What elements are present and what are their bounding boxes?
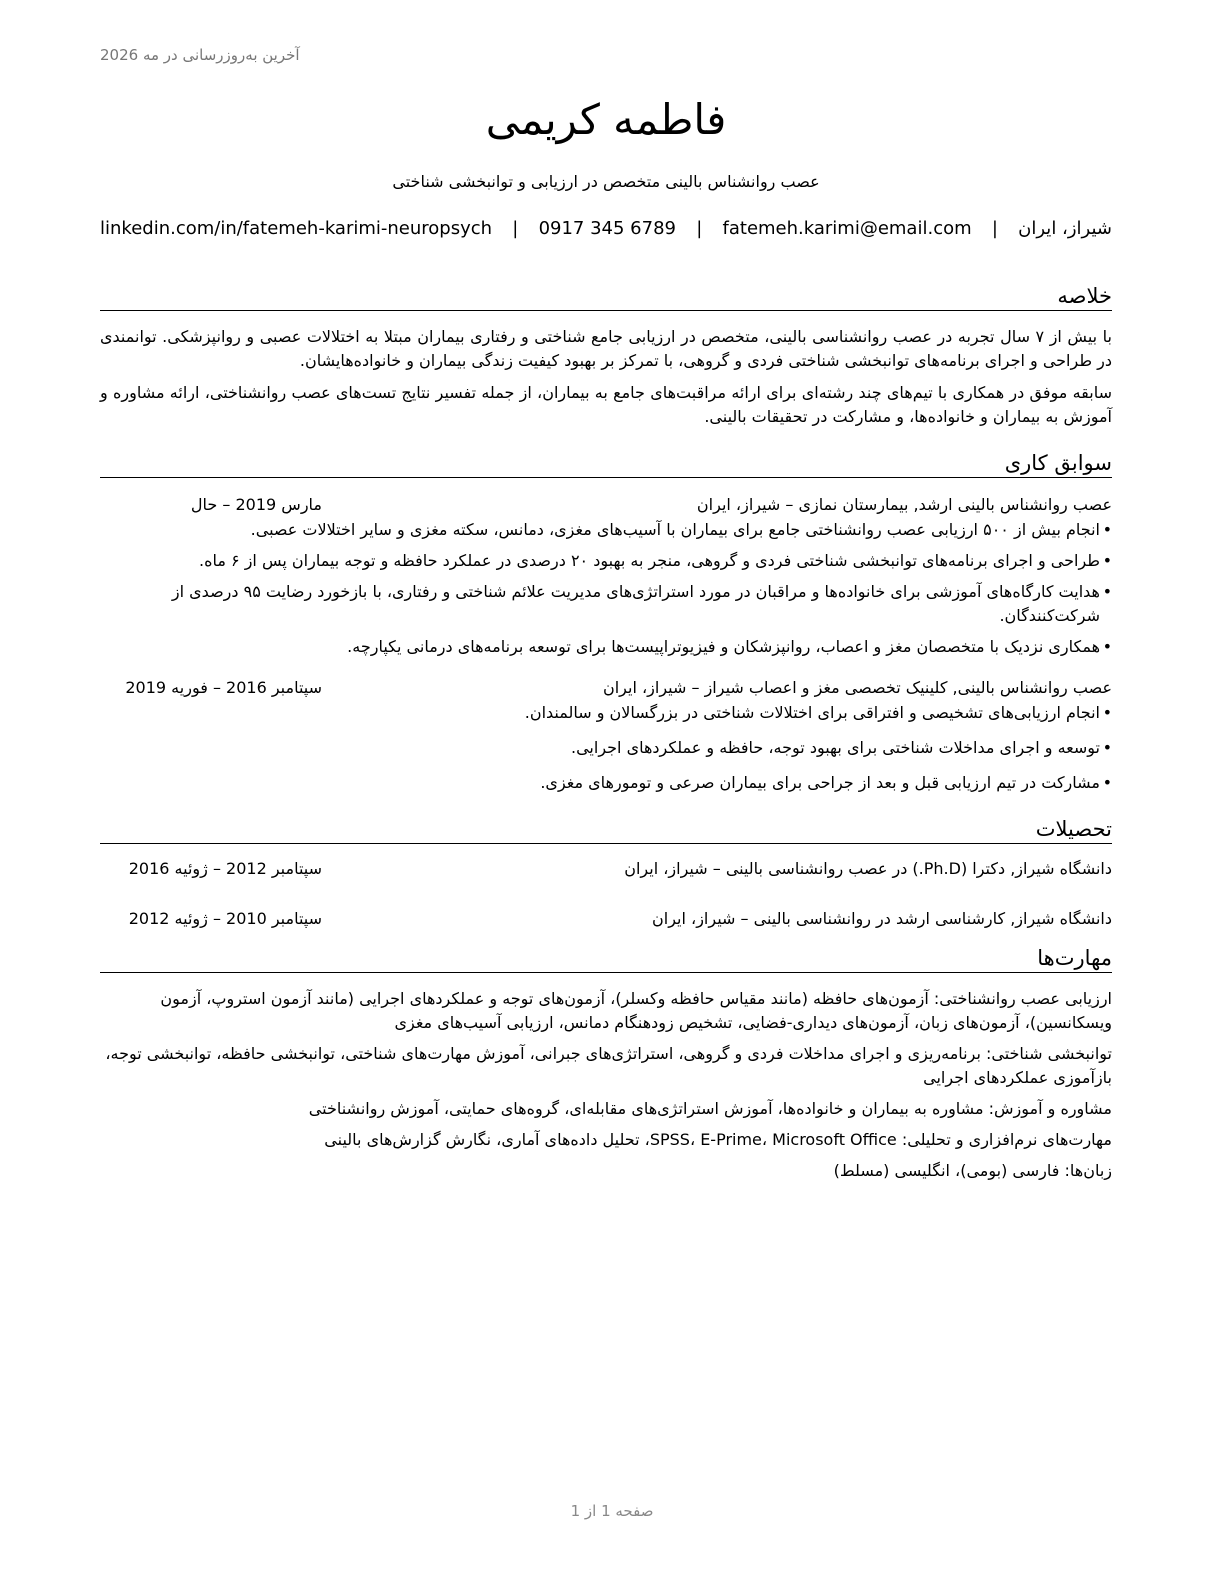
job-bullet: • انجام بیش از ۵۰۰ ارزیابی عصب روانشناختی جامع برای بیماران با آسیب‌های مغزی، دمانس، سکته مغزی و سایر اختلالات عصبی. xyxy=(100,518,1112,542)
skill-item: مشاوره و آموزش: مشاوره به بیماران و خانواده‌ها، آموزش استراتژی‌های مقابله‌ای، گروه‌های حمایتی، آموزش روانشناختی xyxy=(308,1099,1112,1118)
education-entry xyxy=(100,856,1112,882)
contact-separator: | xyxy=(512,218,519,239)
education-degree: دانشگاه شیراز, دکترا (Ph.D.) در عصب روانشناسی بالینی – شیراز، ایران xyxy=(624,859,1112,878)
skill-item: ارزیابی عصب روانشناختی: آزمون‌های حافظه (مانند مقیاس حافظه وکسلر)، آزمون‌های توجه و عملکردهای اجرایی (مانند آزمون استروپ، آزمون ویسکانسین)، آزمون‌های زبان، آزمون‌های دیداری-فضایی، تشخیص زودهنگام دمانس، ارزیابی آسیب‌های مغزی xyxy=(160,989,1112,1032)
skills-title: مهارت‌ها xyxy=(100,944,1112,973)
job-entry xyxy=(100,492,1112,659)
education-entry xyxy=(100,906,1112,932)
contact-separator: | xyxy=(696,218,703,239)
education-dates: سپتامبر 2012 – ژوئیه 2016 xyxy=(128,859,322,878)
professional-headline: عصب روانشناس بالینی متخصص در ارزیابی و توانبخشی شناختی xyxy=(392,172,820,191)
job-bullet: • طراحی و اجرای برنامه‌های توانبخشی شناختی فردی و گروهی، منجر به بهبود ۲۰ درصدی در عملکرد حافظه و توجه بیماران پس از ۶ ماه. xyxy=(100,549,1112,573)
experience-title: سوابق کاری xyxy=(100,449,1112,478)
page-number: صفحه 1 از 1 xyxy=(570,1502,654,1520)
education-title: تحصیلات xyxy=(100,815,1112,844)
job-bullets xyxy=(100,518,1112,659)
job-title: عصب روانشناس بالینی, کلینیک تخصصی مغز و اعصاب شیراز – شیراز، ایران xyxy=(602,678,1112,697)
skill-item: توانبخشی شناختی: برنامه‌ریزی و اجرای مداخلات فردی و گروهی، استراتژی‌های جبرانی، آموزش مهارت‌های شناختی، توانبخشی حافظه، توانبخشی توجه، بازآموزی عملکردهای اجرایی xyxy=(105,1044,1112,1087)
linkedin-link[interactable]: linkedin.com/in/fatemeh-karimi-neuropsych xyxy=(100,218,493,239)
email-link[interactable]: fatemeh.karimi@email.com xyxy=(722,218,972,239)
job-bullet: • هدایت کارگاه‌های آموزشی برای خانواده‌ها و مراقبان در مورد استراتژی‌های مدیریت علائم شناختی و رفتاری، با بازخورد رضایت ۹۵ درصدی از شرکت‌کنندگان. xyxy=(100,580,1112,628)
job-dates: سپتامبر 2016 – فوریه 2019 xyxy=(125,678,322,697)
summary-paragraph: سابقه موفق در همکاری با تیم‌های چند رشته‌ای برای ارائه مراقبت‌های جامع به بیماران، از جمله تفسیر نتایج تست‌های عصب روانشناختی، ارائه مشاوره و آموزش به بیماران و خانواده‌ها، و مشارکت در تحقیقات بالینی. xyxy=(100,383,1112,426)
skills-section xyxy=(100,944,1112,1183)
job-title: عصب روانشناس بالینی ارشد, بیمارستان نمازی – شیراز، ایران xyxy=(696,495,1112,514)
job-bullet: • همکاری نزدیک با متخصصان مغز و اعصاب، روانپزشکان و فیزیوتراپیست‌ها برای توسعه برنامه‌های درمانی یکپارچه. xyxy=(100,635,1112,659)
job-bullet: • توسعه و اجرای مداخلات شناختی برای بهبود توجه، حافظه و عملکردهای اجرایی. xyxy=(100,736,1112,760)
education-dates: سپتامبر 2010 – ژوئیه 2012 xyxy=(128,909,322,928)
job-header xyxy=(100,492,1112,518)
job-bullet: • انجام ارزیابی‌های تشخیصی و افتراقی برای اختلالات شناختی در بزرگسالان و سالمندان. xyxy=(100,701,1112,725)
education-degree: دانشگاه شیراز, کارشناسی ارشد در روانشناسی بالینی – شیراز، ایران xyxy=(652,909,1112,928)
job-entry xyxy=(100,675,1112,795)
summary-title: خلاصه xyxy=(100,282,1112,311)
contact-bar xyxy=(100,216,1112,242)
summary-paragraph: با بیش از ۷ سال تجربه در عصب روانشناسی بالینی، متخصص در ارزیابی جامع شناختی و رفتاری بیماران مبتلا به اختلالات عصبی و روانپزشکی. توانمندی در طراحی و اجرای برنامه‌های توانبخشی شناختی فردی و گروهی، با تمرکز بر بهبود کیفیت زندگی بیماران و خانواده‌هایشان. xyxy=(100,327,1113,370)
phone-text: 0917 345 6789 xyxy=(538,218,676,239)
contact-separator: | xyxy=(991,218,998,239)
education-section xyxy=(100,815,1112,932)
experience-section xyxy=(100,449,1112,795)
summary-section xyxy=(100,282,1112,429)
resume-page xyxy=(100,90,1112,1190)
job-header xyxy=(100,675,1112,701)
job-bullet: • مشارکت در تیم ارزیابی قبل و بعد از جراحی برای بیماران صرعی و تومورهای مغزی. xyxy=(100,771,1112,795)
skill-item: مهارت‌های نرم‌افزاری و تحلیلی: SPSS، E-Prime، Microsoft Office، تحلیل داده‌های آماری، نگارش گزارش‌های بالینی xyxy=(324,1130,1112,1149)
job-bullets xyxy=(100,701,1112,795)
skill-item: زبان‌ها: فارسی (بومی)، انگلیسی (مسلط) xyxy=(833,1161,1112,1180)
person-name: فاطمه کریمی xyxy=(485,95,727,144)
job-dates: مارس 2019 – حال xyxy=(190,495,322,514)
location-text: شیراز، ایران xyxy=(1018,218,1112,239)
last-updated-note: آخرین به‌روزرسانی در مه 2026 xyxy=(100,46,300,64)
